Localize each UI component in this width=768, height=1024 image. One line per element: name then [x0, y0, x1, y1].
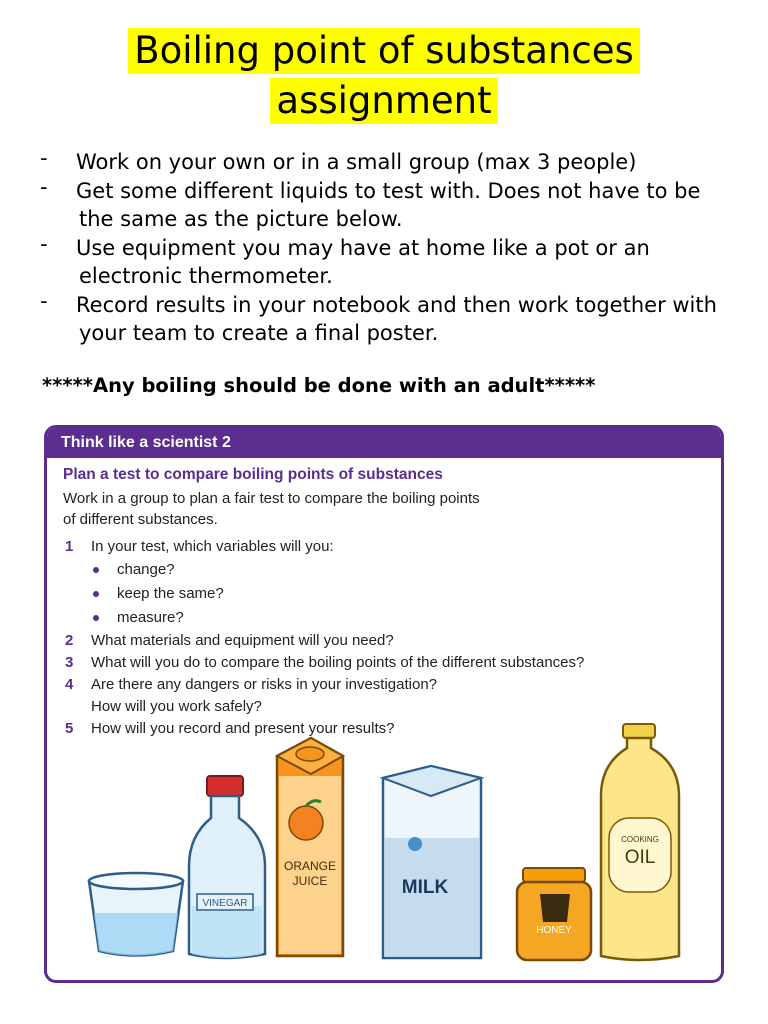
question-number: 1 — [65, 538, 74, 555]
list-item-text-continued: your team to create a final poster. — [79, 321, 439, 345]
bullet-dash: - — [40, 288, 48, 313]
card-subtitle: Plan a test to compare boiling points of substances — [63, 466, 443, 483]
think-like-a-scientist-card — [44, 425, 724, 983]
oil-label: OIL — [624, 847, 656, 868]
vinegar-label: VINEGAR — [202, 898, 248, 909]
list-item-text: Get some different liquids to test with. Does not have to be — [76, 178, 701, 203]
liquids-illustration — [47, 718, 721, 980]
list-item — [40, 174, 740, 234]
page-title — [0, 28, 768, 128]
honey-jar-icon — [517, 868, 591, 960]
question-item — [63, 652, 705, 674]
variable-item — [63, 606, 705, 630]
list-item — [40, 231, 740, 291]
variable-text: measure? — [117, 609, 184, 626]
safety-warning: *****Any boiling should be done with an adult***** — [42, 374, 596, 397]
bullet-dash: - — [40, 174, 48, 199]
milk-carton-icon — [383, 766, 481, 958]
question-text-continued: How will you work safely? — [91, 698, 262, 715]
card-intro-line: Work in a group to plan a fair test to compare the boiling points — [63, 490, 480, 507]
card-intro — [63, 488, 705, 530]
card-intro-line: of different substances. — [63, 511, 218, 528]
question-item — [63, 536, 705, 558]
oil-label-small: COOKING — [621, 835, 659, 844]
list-item — [40, 288, 740, 348]
question-number: 2 — [65, 632, 74, 649]
card-body — [47, 458, 721, 740]
question-number: 3 — [65, 654, 74, 671]
milk-label: MILK — [401, 877, 449, 898]
question-text: How will you record and present your results? — [91, 720, 395, 737]
question-number: 5 — [65, 720, 74, 737]
bullet-dash: - — [40, 231, 48, 256]
bullet-dot-icon — [93, 615, 99, 621]
question-text: What will you do to compare the boiling points of the different substances? — [91, 654, 585, 671]
orange-juice-label-1: ORANGE — [283, 859, 337, 873]
water-glass-icon — [89, 873, 183, 956]
card-header: Think like a scientist 2 — [47, 428, 721, 458]
bullet-dot-icon — [93, 591, 99, 597]
list-item-text: Use equipment you may have at home like a pot or an — [76, 235, 650, 260]
question-text: Are there any dangers or risks in your investigation? — [91, 676, 438, 693]
variable-item — [63, 582, 705, 606]
question-item — [63, 630, 705, 652]
orange-juice-carton-icon — [277, 738, 343, 956]
orange-juice-label-2: JUICE — [292, 874, 328, 888]
title-line-1: Boiling point of substances — [128, 28, 640, 74]
variable-text: keep the same? — [117, 585, 224, 602]
list-item-text: Work on your own or in a small group (max 3 people) — [76, 150, 637, 174]
list-item-text: Record results in your notebook and then work together with — [76, 292, 717, 317]
variable-text: change? — [117, 561, 175, 578]
list-item — [40, 148, 740, 177]
variable-item — [63, 558, 705, 582]
vinegar-bottle-icon — [189, 776, 265, 958]
list-item-text-continued: electronic thermometer. — [79, 264, 333, 288]
list-item-text-continued: the same as the picture below. — [79, 207, 403, 231]
question-number: 4 — [65, 676, 74, 693]
question-text: What materials and equipment will you need? — [91, 632, 394, 649]
bullet-dash: - — [40, 146, 48, 170]
oil-bottle-icon — [601, 724, 679, 960]
instruction-list — [40, 148, 740, 348]
title-line-2: assignment — [270, 78, 497, 124]
bullet-dot-icon — [93, 567, 99, 573]
honey-label: HONEY — [536, 925, 572, 936]
question-text: In your test, which variables will you: — [91, 538, 334, 555]
question-item — [63, 674, 705, 718]
